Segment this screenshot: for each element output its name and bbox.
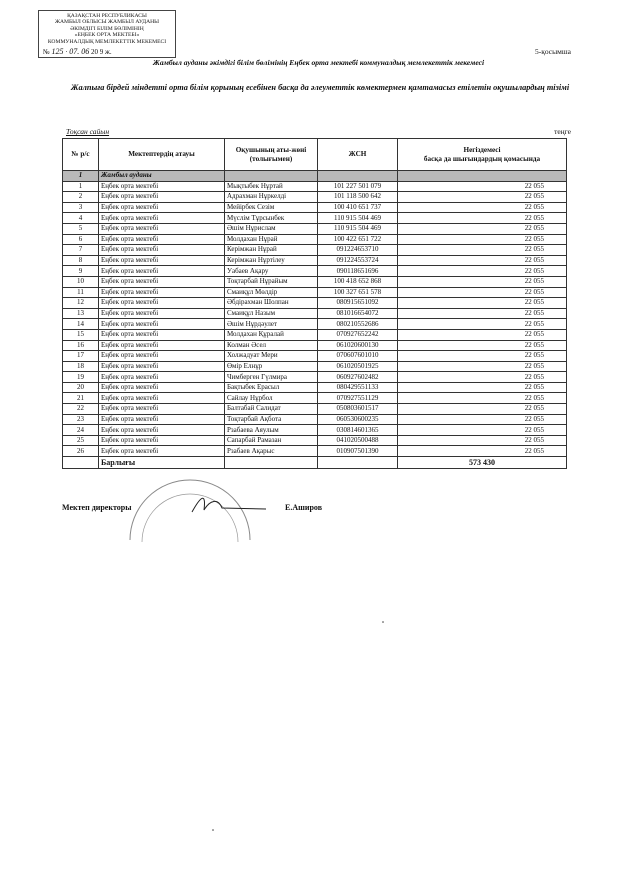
district-number: 1 <box>63 171 99 182</box>
row-number: 23 <box>63 414 99 425</box>
amount: 22 055 <box>398 287 567 298</box>
student-name: Чимберген Гүлмира <box>225 372 318 383</box>
school-name: Еңбек орта мектебі <box>99 287 225 298</box>
organization-name: Жамбыл ауданы әкімдігі білім бөлімінің Еңбек орта мектебі коммуналдық мемлекеттік мекемесі <box>152 58 485 67</box>
amount: 22 055 <box>398 435 567 446</box>
school-name: Еңбек орта мектебі <box>99 414 225 425</box>
school-name: Еңбек орта мектебі <box>99 329 225 340</box>
stamp-line: ӘКІМДІГІ БІЛІМ БӨЛІМІНІҢ <box>70 25 144 32</box>
student-name: Керімжан Нұрай <box>225 245 318 256</box>
amount: 22 055 <box>398 351 567 362</box>
total-label: Барлығы <box>99 457 225 469</box>
table-row <box>63 446 567 457</box>
iin: 061020600130 <box>318 340 398 351</box>
table-header-row <box>63 139 567 171</box>
row-number: 22 <box>63 404 99 415</box>
table-row <box>63 181 567 192</box>
row-number: 21 <box>63 393 99 404</box>
amount: 22 055 <box>398 404 567 415</box>
student-name: Уабаев Ақару <box>225 266 318 277</box>
stamp-registration-line: № 125 · 07. 06 20 9 ж. <box>43 46 112 56</box>
row-number: 5 <box>63 223 99 234</box>
amount: 22 055 <box>398 181 567 192</box>
header-school: Мектептердің атауы <box>99 139 225 171</box>
school-name: Еңбек орта мектебі <box>99 425 225 436</box>
iin: 091224553724 <box>318 255 398 266</box>
iin: 010907501390 <box>318 446 398 457</box>
table-row <box>63 382 567 393</box>
student-name: Әшім Нұрдәулет <box>225 319 318 330</box>
iin: 080210552686 <box>318 319 398 330</box>
student-name: Әшім Нұрислам <box>225 223 318 234</box>
stamp-reg-prefix: № <box>43 47 50 56</box>
amount: 22 055 <box>398 393 567 404</box>
row-number: 13 <box>63 308 99 319</box>
iin: 080915651092 <box>318 298 398 309</box>
row-number: 11 <box>63 287 99 298</box>
iin: 060927602482 <box>318 372 398 383</box>
iin: 070927551129 <box>318 393 398 404</box>
school-name: Еңбек орта мектебі <box>99 340 225 351</box>
iin: 100 327 651 578 <box>318 287 398 298</box>
currency-label: теңге <box>554 127 571 136</box>
header-student-name: Оқушының аты-жөні (толығымен) <box>225 139 318 171</box>
iin: 060530600235 <box>318 414 398 425</box>
row-number: 7 <box>63 245 99 256</box>
amount: 22 055 <box>398 245 567 256</box>
student-name: Әбдірахман Шолпан <box>225 298 318 309</box>
student-name: Смаиқұл Назым <box>225 308 318 319</box>
header-amount: Негіздемесі басқа да шығындардың қомасында <box>398 139 567 171</box>
school-name: Еңбек орта мектебі <box>99 192 225 203</box>
amount: 22 055 <box>398 192 567 203</box>
student-name: Адрахман Нұркелді <box>225 192 318 203</box>
row-number: 8 <box>63 255 99 266</box>
school-name: Еңбек орта мектебі <box>99 181 225 192</box>
amount: 22 055 <box>398 202 567 213</box>
row-number: 4 <box>63 213 99 224</box>
signature-scribble <box>188 492 268 518</box>
stamp-line: ҚАЗАҚСТАН РЕСПУБЛИКАСЫ <box>67 13 147 19</box>
stamp-line: «ЕҢБЕК ОРТА МЕКТЕБІ» <box>74 32 140 39</box>
student-name: Холжадуат Мери <box>225 351 318 362</box>
student-name: Керімжан Нұртілеу <box>225 255 318 266</box>
table-row <box>63 372 567 383</box>
table-row <box>63 213 567 224</box>
period-label: Тоқсан сайын <box>66 127 110 136</box>
table-row <box>63 361 567 372</box>
iin: 100 410 651 737 <box>318 202 398 213</box>
iin: 100 422 651 722 <box>318 234 398 245</box>
row-number: 16 <box>63 340 99 351</box>
total-row <box>63 457 567 469</box>
row-number: 18 <box>63 361 99 372</box>
school-name: Еңбек орта мектебі <box>99 213 225 224</box>
amount: 22 055 <box>398 213 567 224</box>
row-number: 10 <box>63 276 99 287</box>
row-number: 9 <box>63 266 99 277</box>
row-number: 19 <box>63 372 99 383</box>
school-name: Еңбек орта мектебі <box>99 223 225 234</box>
table-row <box>63 266 567 277</box>
total-value: 573 430 <box>398 457 567 469</box>
document-title: Жалпыға бірдей міндетті орта білім қорының есебінен басқа да әлеуметтік көмектермен қамтамасыз етілетін оқушылардың тізімі <box>70 83 570 92</box>
iin: 090118651696 <box>318 266 398 277</box>
amount: 22 055 <box>398 414 567 425</box>
amount: 22 055 <box>398 425 567 436</box>
row-number: 1 <box>63 181 99 192</box>
stamp-line: ЖАМБЫЛ ОБЛЫСЫ ЖАМБЫЛ АУДАНЫ <box>54 19 160 26</box>
director-name: Е.Аширов <box>285 503 323 512</box>
row-number: 15 <box>63 329 99 340</box>
school-name: Еңбек орта мектебі <box>99 298 225 309</box>
amount: 22 055 <box>398 255 567 266</box>
student-name: Тоқтарбай Ақбота <box>225 414 318 425</box>
row-number: 6 <box>63 234 99 245</box>
school-name: Еңбек орта мектебі <box>99 234 225 245</box>
iin: 101 118 500 642 <box>318 192 398 203</box>
school-name: Еңбек орта мектебі <box>99 308 225 319</box>
header-iin: ЖСН <box>318 139 398 171</box>
stamp-line: КОММУНАЛДЫҚ МЕМЛЕКЕТТІК МЕКЕМЕСІ <box>47 38 167 45</box>
amount: 22 055 <box>398 234 567 245</box>
table-row <box>63 202 567 213</box>
row-number: 14 <box>63 319 99 330</box>
amount: 22 055 <box>398 266 567 277</box>
amount: 22 055 <box>398 276 567 287</box>
appendix-label: 5-қосымша <box>534 47 571 56</box>
amount: 22 055 <box>398 329 567 340</box>
table-row <box>63 414 567 425</box>
school-name: Еңбек орта мектебі <box>99 372 225 383</box>
table-row <box>63 351 567 362</box>
student-name: Балтабай Салидат <box>225 404 318 415</box>
district-row <box>63 171 567 182</box>
iin: 081016654072 <box>318 308 398 319</box>
stamp-reg-number: 125 <box>51 46 64 56</box>
table-row <box>63 234 567 245</box>
amount: 22 055 <box>398 223 567 234</box>
school-name: Еңбек орта мектебі <box>99 446 225 457</box>
iin: 070607601010 <box>318 351 398 362</box>
student-name: Тоқтарбай Нұрайым <box>225 276 318 287</box>
student-name: Мүслім Тұрсынбек <box>225 213 318 224</box>
table-row <box>63 276 567 287</box>
row-number: 24 <box>63 425 99 436</box>
amount: 22 055 <box>398 308 567 319</box>
students-table <box>62 138 567 469</box>
student-name: Өмір Елнұр <box>225 361 318 372</box>
student-name: Сайлау Нұрбол <box>225 393 318 404</box>
student-name: Рзабаева Аяулым <box>225 425 318 436</box>
iin: 041020500488 <box>318 435 398 446</box>
stamp-reg-date: 07. 06 <box>69 46 90 56</box>
district-name: Жамбыл ауданы <box>99 171 225 182</box>
school-name: Еңбек орта мектебі <box>99 382 225 393</box>
student-name: Смаиқұл Мөлдір <box>225 287 318 298</box>
row-number: 3 <box>63 202 99 213</box>
table-row <box>63 287 567 298</box>
stamp-reg-year: 20 9 ж. <box>91 47 112 56</box>
scan-speck <box>382 621 384 623</box>
school-name: Еңбек орта мектебі <box>99 351 225 362</box>
iin: 091224653710 <box>318 245 398 256</box>
row-number: 25 <box>63 435 99 446</box>
director-label: Мектеп директоры <box>62 503 132 512</box>
registration-stamp <box>38 10 176 58</box>
iin: 101 227 501 079 <box>318 181 398 192</box>
table-row <box>63 245 567 256</box>
iin: 100 418 652 868 <box>318 276 398 287</box>
iin: 080429551133 <box>318 382 398 393</box>
school-name: Еңбек орта мектебі <box>99 276 225 287</box>
table-row <box>63 308 567 319</box>
table-row <box>63 192 567 203</box>
table-row <box>63 329 567 340</box>
amount: 22 055 <box>398 319 567 330</box>
amount: 22 055 <box>398 446 567 457</box>
table-row <box>63 393 567 404</box>
student-name: Мықтыбек Нұртай <box>225 181 318 192</box>
scan-speck <box>212 829 214 831</box>
iin: 070927652242 <box>318 329 398 340</box>
iin: 050803601517 <box>318 404 398 415</box>
student-name: Рзабаев Ақарыс <box>225 446 318 457</box>
student-name: Молдахан Нұрай <box>225 234 318 245</box>
table-row <box>63 298 567 309</box>
school-name: Еңбек орта мектебі <box>99 202 225 213</box>
table-row <box>63 255 567 266</box>
school-name: Еңбек орта мектебі <box>99 266 225 277</box>
row-number: 26 <box>63 446 99 457</box>
table-row <box>63 404 567 415</box>
iin: 110 915 504 469 <box>318 213 398 224</box>
iin: 030814601365 <box>318 425 398 436</box>
school-name: Еңбек орта мектебі <box>99 245 225 256</box>
amount: 22 055 <box>398 340 567 351</box>
table-row <box>63 223 567 234</box>
header-number: № р/с <box>63 139 99 171</box>
row-number: 2 <box>63 192 99 203</box>
amount: 22 055 <box>398 298 567 309</box>
row-number: 20 <box>63 382 99 393</box>
school-name: Еңбек орта мектебі <box>99 319 225 330</box>
amount: 22 055 <box>398 361 567 372</box>
table-row <box>63 340 567 351</box>
school-name: Еңбек орта мектебі <box>99 361 225 372</box>
student-name: Бақтыбек Ерасыл <box>225 382 318 393</box>
table-row <box>63 425 567 436</box>
school-name: Еңбек орта мектебі <box>99 435 225 446</box>
iin: 110 915 504 469 <box>318 223 398 234</box>
student-name: Мейірбек Сезім <box>225 202 318 213</box>
school-name: Еңбек орта мектебі <box>99 393 225 404</box>
amount: 22 055 <box>398 372 567 383</box>
school-name: Еңбек орта мектебі <box>99 404 225 415</box>
student-name: Колман Әсел <box>225 340 318 351</box>
row-number: 12 <box>63 298 99 309</box>
row-number: 17 <box>63 351 99 362</box>
amount: 22 055 <box>398 382 567 393</box>
student-name: Молдахан Құралай <box>225 329 318 340</box>
table-row <box>63 435 567 446</box>
student-name: Сапарбай Рамазан <box>225 435 318 446</box>
iin: 061020501925 <box>318 361 398 372</box>
table-row <box>63 319 567 330</box>
school-name: Еңбек орта мектебі <box>99 255 225 266</box>
